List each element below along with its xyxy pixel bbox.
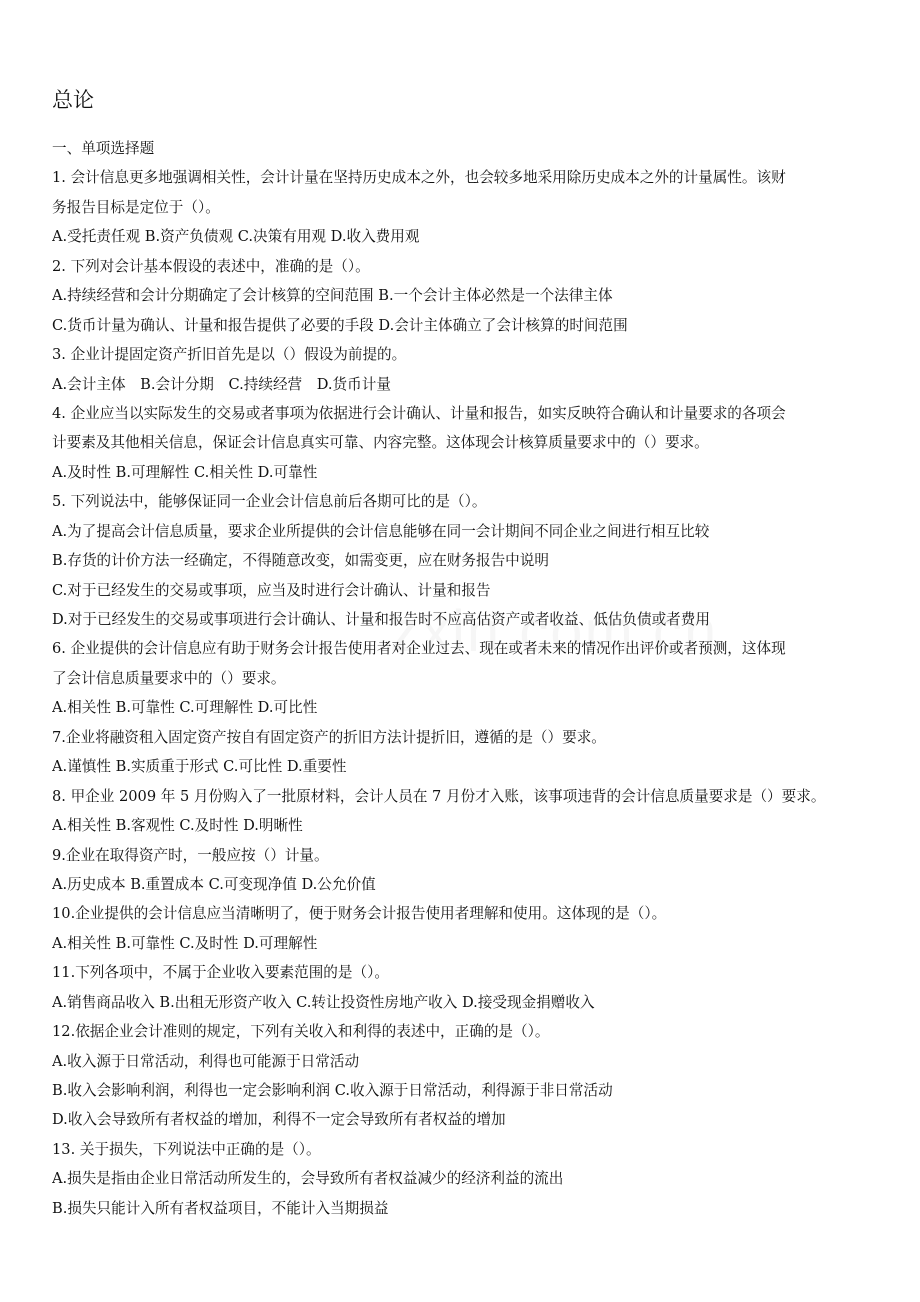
text-line: A.销售商品收入 B.出租无形资产收入 C.转让投资性房地产收入 D.接受现金捐赠收入 xyxy=(52,993,595,1011)
text-line: B.收入会影响利润，利得也一定会影响利润 C.收入源于日常活动，利得源于非日常活动 xyxy=(52,1082,613,1099)
page-title: 总论 xyxy=(52,88,94,112)
text-line: 一、单项选择题 xyxy=(52,140,155,157)
text-line: B.损失只能计入所有者权益项目，不能计入当期损益 xyxy=(52,1199,389,1217)
text-line: 12.依据企业会计准则的规定，下列有关收入和利得的表述中，正确的是（）。 xyxy=(52,1023,550,1041)
text-line: A.为了提高会计信息质量，要求企业所提供的会计信息能够在同一会计期间不同企业之间进行相互比较 xyxy=(52,522,710,540)
text-line: A.会计主体 B.会计分期 C.持续经营 D.货币计量 xyxy=(52,375,391,393)
text-line: 3. 企业计提固定资产折旧首先是以（）假设为前提的。 xyxy=(52,346,407,364)
text-line: A.相关性 B.可靠性 C.可理解性 D.可比性 xyxy=(52,699,318,717)
text-line: 8. 甲企业 2009 年 5 月份购入了一批原材料，会计人员在 7 月份才入账，该事项违背的会计信息质量要求是（）要求。 xyxy=(52,787,826,805)
text-line: 1. 会计信息更多地强调相关性，会计计量在坚持历史成本之外，也会较多地采用除历史成本之外的计量属性。该财 xyxy=(52,169,786,187)
text-line: 计要素及其他相关信息，保证会计信息真实可靠、内容完整。这体现会计核算质量要求中的（）要求。 xyxy=(52,434,709,452)
text-line: A.损失是指由企业日常活动所发生的，会导致所有者权益减少的经济利益的流出 xyxy=(52,1170,564,1188)
text-line: 13. 关于损失，下列说法中正确的是（）。 xyxy=(52,1140,321,1158)
text-line: 2. 下列对会计基本假设的表述中，准确的是（）。 xyxy=(52,257,370,275)
text-line: A.受托责任观 B.资产负债观 C.决策有用观 D.收入费用观 xyxy=(52,228,420,246)
text-line: A.收入源于日常活动，利得也可能源于日常活动 xyxy=(52,1052,360,1070)
text-line: 9.企业在取得资产时，一般应按（）计量。 xyxy=(52,846,329,864)
text-line: A.持续经营和会计分期确定了会计核算的空间范围 B.一个会计主体必然是一个法律主体 xyxy=(52,287,613,305)
text-line: A.相关性 B.客观性 C.及时性 D.明晰性 xyxy=(52,817,303,835)
text-line: 务报告目标是定位于（）。 xyxy=(52,198,220,216)
text-line: D.收入会导致所有者权益的增加，利得不一定会导致所有者权益的增加 xyxy=(52,1111,506,1129)
text-line: A.谨慎性 B.实质重于形式 C.可比性 D.重要性 xyxy=(52,758,347,776)
text-line: C.对于已经发生的交易或事项，应当及时进行会计确认、计量和报告 xyxy=(52,581,491,599)
text-line: A.历史成本 B.重置成本 C.可变现净值 D.公允价值 xyxy=(52,875,376,893)
text-line: D.对于已经发生的交易或事项进行会计确认、计量和报告时不应高估资产或者收益、低估负债或者费用 xyxy=(52,611,710,628)
text-line: 5. 下列说法中，能够保证同一企业会计信息前后各期可比的是（）。 xyxy=(52,493,487,511)
text-line: 6. 企业提供的会计信息应有助于财务会计报告使用者对企业过去、现在或者未来的情况作出评价或者预测，这体现 xyxy=(52,640,786,658)
text-line: 11.下列各项中，不属于企业收入要素范围的是（）。 xyxy=(52,964,389,982)
text-line: 4. 企业应当以实际发生的交易或者事项为依据进行会计确认、计量和报告，如实反映符合确认和计量要求的各项会 xyxy=(52,404,786,422)
text-line: 10.企业提供的会计信息应当清晰明了，便于财务会计报告使用者理解和使用。这体现的是（）。 xyxy=(52,905,667,923)
text-line: A.及时性 B.可理解性 C.相关性 D.可靠性 xyxy=(52,463,318,481)
text-line: B.存货的计价方法一经确定，不得随意改变，如需变更，应在财务报告中说明 xyxy=(52,552,549,570)
text-line: 了会计信息质量要求中的（）要求。 xyxy=(52,669,286,687)
text-line: C.货币计量为确认、计量和报告提供了必要的手段 D.会计主体确立了会计核算的时间范围 xyxy=(52,316,628,334)
question-text xyxy=(52,134,882,1223)
text-line: A.相关性 B.可靠性 C.及时性 D.可理解性 xyxy=(52,934,318,952)
text-line: 7.企业将融资租入固定资产按自有固定资产的折旧方法计提折旧，遵循的是（）要求。 xyxy=(52,728,606,746)
